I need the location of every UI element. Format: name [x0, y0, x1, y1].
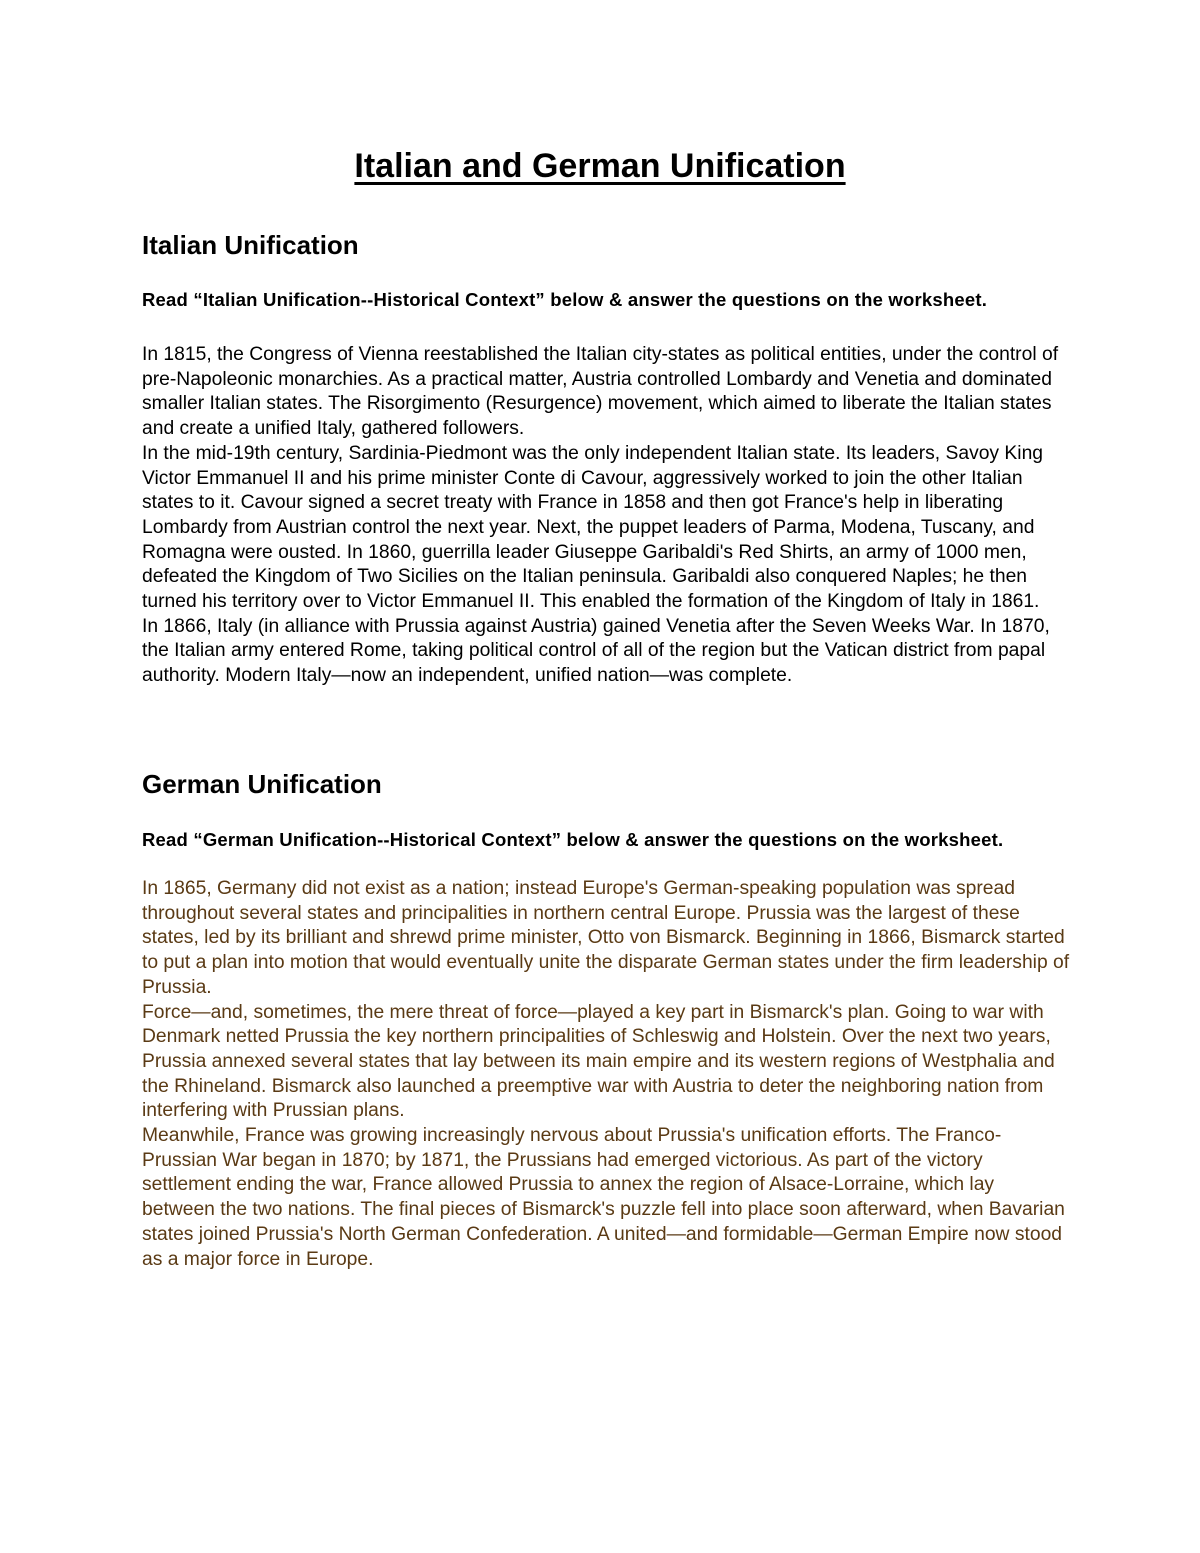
german-paragraph-3: Meanwhile, France was growing increasingly nervous about Prussia's unification efforts. The Franco-Prussian War began in 1870; by 1871, the Prussians had emerged victorious. As part of the victory settlement ending the war, France allowed Prussia to annex the region of Alsace-Lorraine, which lay between the two nations. The final pieces of Bismarck's puzzle fell into place soon afterward, when Bavarian states joined Prussia's North German Confederation. A united—and formidable—German Empire now stood as a major force in Europe. [142, 1125, 1065, 1270]
italian-section-heading: Italian Unification [142, 230, 359, 260]
german-section-heading: German Unification [142, 769, 382, 799]
italian-paragraph-1: In 1815, the Congress of Vienna reestablished the Italian city-states as political entities, under the control of pre-Napoleonic monarchies. As a practical matter, Austria controlled Lombardy and Venetia and dominated smaller Italian states. The Risorgimento (Resurgence) movement, which aimed to liberate the Italian states and create a unified Italy, gathered followers. [142, 344, 1059, 440]
document-title: Italian and German Unification [354, 147, 846, 185]
italian-instruction: Read “Italian Unification--Historical Context” below & answer the questions on the worksheet. [142, 289, 988, 310]
italian-historical-context [142, 343, 1072, 689]
german-paragraph-1: In 1865, Germany did not exist as a nation; instead Europe's German-speaking population was spread throughout several states and principalities in northern central Europe. Prussia was the largest of these states, led by its brilliant and shrewd prime minister, Otto von Bismarck. Beginning in 1866, Bismarck started to put a plan into motion that would eventually unite the disparate German states under the firm leadership of Prussia. [142, 878, 1070, 998]
german-paragraph-2: Force—and, sometimes, the mere threat of force—played a key part in Bismarck's plan. Going to war with Denmark netted Prussia the key northern principalities of Schleswig and Holstein. Over the next two years, Prussia annexed several states that lay between its main empire and its western regions of Westphalia and the Rhineland. Bismarck also launched a preemptive war with Austria to deter the neighboring nation from interfering with Prussian plans. [142, 1001, 1055, 1122]
italian-paragraph-2: In the mid-19th century, Sardinia-Piedmont was the only independent Italian state. Its leaders, Savoy King Victor Emmanuel II and his prime minister Conte di Cavour, aggressively worked to join the other Italian states to it. Cavour signed a secret treaty with France in 1858 and then got France's help in liberating Lombardy from Austrian control the next year. Next, the puppet leaders of Parma, Modena, Tuscany, and Romagna were ousted. In 1860, guerrilla leader Giuseppe Garibaldi's Red Shirts, an army of 1000 men, defeated the Kingdom of Two Sicilies on the Italian peninsula. Garibaldi also conquered Naples; he then turned his territory over to Victor Emmanuel II. This enabled the formation of the Kingdom of Italy in 1861. [142, 442, 1044, 613]
italian-paragraph-3: In 1866, Italy (in alliance with Prussia against Austria) gained Venetia after the Seven Weeks War. In 1870, the Italian army entered Rome, taking political control of all of the region but the Vatican district from papal authority. Modern Italy—now an independent, unified nation—was complete. [142, 615, 1050, 687]
german-instruction: Read “German Unification--Historical Context” below & answer the questions on the worksheet. [142, 829, 1004, 850]
german-historical-context [142, 877, 1072, 1272]
